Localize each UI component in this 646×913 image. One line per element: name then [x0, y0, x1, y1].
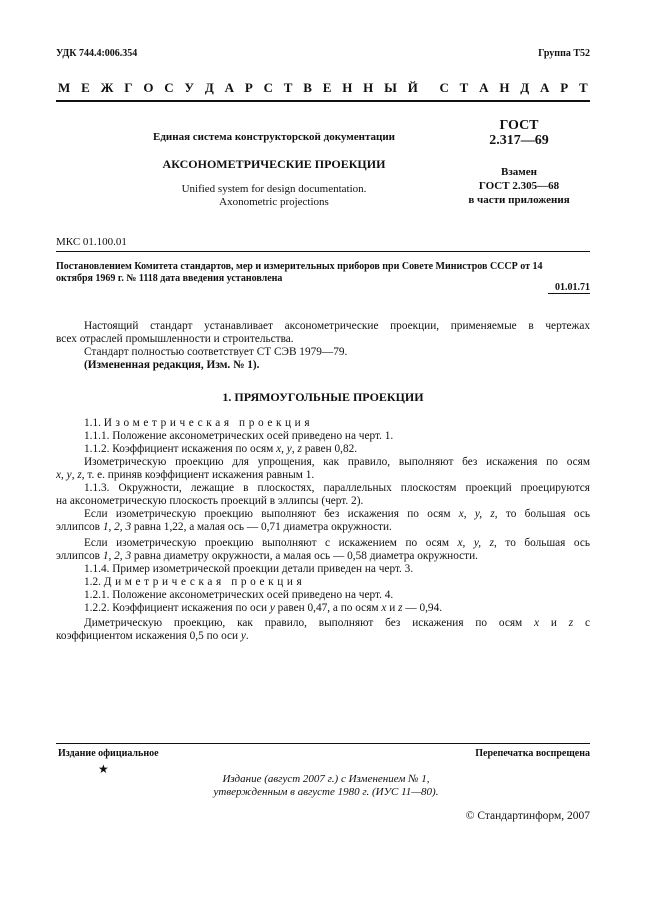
text: — 0,94.: [402, 602, 443, 614]
text: то большая ось: [497, 508, 590, 520]
banner-rule: [56, 100, 590, 102]
intro-p1-line2: всех отраслей промышленности и строительства.: [56, 333, 294, 345]
gost-number: 2.317—69: [489, 133, 549, 148]
banner-letter: Е: [81, 80, 90, 95]
subsection-title: Диметрическая проекция: [103, 576, 306, 588]
gost-label: ГОСТ: [499, 118, 539, 133]
var-z: z: [568, 617, 574, 629]
ellipse-distorted-line2: [56, 550, 478, 563]
var-x: x: [276, 443, 282, 455]
mks-rule: [56, 251, 590, 252]
udk-code: УДК 744.4:006.354: [56, 48, 138, 59]
footer-rule: [56, 743, 590, 744]
var-x: x: [381, 602, 387, 614]
reprint-prohibited: Перепечатка воспрещена: [475, 748, 590, 759]
english-title-line2: Axonometric projections: [219, 196, 329, 208]
subsection-number: 1.2.: [84, 576, 101, 588]
text: .: [245, 630, 249, 642]
date-underline: [548, 293, 590, 294]
decree-line1: Постановлением Комитета стандартов, мер и измерительных приборов при Совете Министров СССР от 14: [56, 261, 543, 272]
edition-line1: Издание (август 2007 г.) с Изменением № 1,: [222, 773, 430, 785]
english-title-line1: Unified system for design documentation.: [181, 183, 367, 195]
clause-1-1-4: 1.1.4. Пример изометрической проекции детали приведен на черт. 3.: [84, 563, 414, 575]
text: 1.2.2. Коэффициент искажения по оси: [84, 602, 270, 614]
banner-letter: В: [303, 80, 312, 95]
banner-letter: Е: [322, 80, 332, 95]
group-code: Группа Т52: [538, 48, 590, 59]
vars: x, y, z,: [458, 508, 498, 520]
banner-letter: Й: [407, 80, 418, 95]
edition-line2: утвержденным в августе 1980 г. (ИУС 11—80).: [213, 786, 439, 798]
clause-1-2-1: 1.2.1. Положение аксонометрических осей приведено на черт. 4.: [84, 589, 394, 601]
subsection-number: 1.1.: [84, 417, 101, 429]
banner-letter: Т: [579, 80, 588, 95]
banner-letter: Н: [499, 80, 510, 95]
intro-p2: Стандарт полностью соответствует СТ СЭВ 1979—79.: [84, 346, 348, 358]
effective-date: 01.01.71: [555, 282, 590, 293]
banner-letter: Д: [520, 80, 530, 95]
var-y: y: [269, 602, 275, 614]
text: равен 0,47, а по осям: [274, 602, 382, 614]
banner-letter: О: [143, 80, 154, 95]
text: и: [386, 602, 399, 614]
banner-letter: С: [263, 80, 273, 95]
banner-letter: Н: [342, 80, 353, 95]
var-y: y: [286, 443, 292, 455]
clause-1-1-2: [84, 443, 357, 456]
intro-p1-line1: Настоящий стандарт устанавливает аксонометрические проекции, применяемые в чертежах: [84, 320, 590, 332]
banner-letter: Р: [560, 80, 569, 95]
text: эллипсов: [56, 521, 103, 533]
sep: ,: [281, 443, 287, 455]
banner-letter: Н: [363, 80, 374, 95]
var-y: y: [240, 630, 246, 642]
ellipse-numbers: 1, 2, 3: [102, 521, 132, 533]
text: коэффициентом искажения 0,5 по оси: [56, 630, 241, 642]
var-z: z: [297, 443, 302, 455]
replaces-label: Взамен: [501, 166, 537, 178]
var-z: z: [77, 469, 82, 481]
ellipse-numbers: 1, 2, 3: [102, 550, 132, 562]
banner-letter: А: [540, 80, 550, 95]
sep: ,: [61, 469, 67, 481]
replaces-gost: ГОСТ 2.305—68: [478, 180, 560, 192]
text: Если изометрическую проекцию выполняют без искажения по осям: [84, 508, 459, 520]
clause-1-2-2: [84, 602, 442, 615]
banner-letter: Т: [459, 80, 469, 95]
subsection-1-1-heading: [84, 417, 313, 430]
banner-letter: Ы: [384, 80, 397, 95]
document-title: АКСОНОМЕТРИЧЕСКИЕ ПРОЕКЦИИ: [162, 157, 386, 171]
var-y: y: [66, 469, 72, 481]
banner-letter: У: [184, 80, 195, 95]
text: равна 1,22, а малая ось — 0,71 диаметра окружности.: [131, 521, 392, 533]
banner-letter: Д: [204, 80, 214, 95]
copyright: © Стандартинформ, 2007: [465, 810, 590, 822]
ellipse-distorted-line1: [84, 537, 590, 550]
clause-1-1-3-line2: на аксонометрическую плоскость проекций в эллипсы (черт. 2).: [56, 495, 364, 507]
section-1-heading: 1. ПРЯМОУГОЛЬНЫЕ ПРОЕКЦИИ: [222, 390, 424, 404]
dimetric-line1: [84, 617, 590, 630]
banner-letter: С: [164, 80, 174, 95]
interstate-standard-banner: [58, 80, 588, 98]
text: равен 0,82.: [301, 443, 358, 455]
iso-simplify-line1: Изометрическую проекцию для упрощения, как правило, выполняют без искажения по осям: [84, 456, 590, 468]
mks-code: МКС 01.100.01: [56, 236, 127, 248]
vars: x, y, z,: [457, 537, 497, 549]
text: равна диаметру окружности, а малая ось — 0,58 диаметра окружности.: [131, 550, 478, 562]
text: и: [539, 617, 569, 629]
banner-letter: Ж: [100, 80, 114, 95]
banner-letter: А: [479, 80, 489, 95]
var-x: x: [534, 617, 540, 629]
clause-1-1-3-line1: 1.1.3. Окружности, лежащие в плоскостях, параллельных плоскостям проекций проецируются: [84, 482, 590, 494]
dimetric-line2: [56, 630, 249, 643]
star-icon: ★: [98, 762, 109, 776]
banner-letter: Г: [124, 80, 133, 95]
subsection-1-2-heading: [84, 576, 305, 589]
text: эллипсов: [56, 550, 103, 562]
banner-letter: А: [224, 80, 234, 95]
banner-letter: С: [439, 80, 449, 95]
sep: ,: [291, 443, 298, 455]
banner-letter: Р: [244, 80, 253, 95]
subsection-title: Изометрическая проекция: [103, 417, 314, 429]
intro-p3: (Измененная редакция, Изм. № 1).: [84, 359, 260, 371]
text: с: [573, 617, 590, 629]
banner-letter: Т: [283, 80, 293, 95]
clause-1-1-1: 1.1.1. Положение аксонометрических осей приведено на черт. 1.: [84, 430, 394, 442]
text: 1.1.2. Коэффициент искажения по осям: [84, 443, 277, 455]
replaces-part: в части приложения: [468, 194, 570, 206]
ellipse-undistorted-line2: [56, 521, 392, 534]
iso-simplify-line2: [56, 469, 314, 482]
system-name: Единая система конструкторской документации: [153, 131, 395, 143]
ellipse-undistorted-line1: [84, 508, 590, 521]
decree-line2: октября 1969 г. № 1118 дата введения установлена: [56, 273, 283, 284]
text: Если изометрическую проекцию выполняют с искажением по осям: [84, 537, 458, 549]
banner-letter: М: [58, 80, 71, 95]
var-x: x: [56, 469, 62, 481]
text: , т. е. приняв коэффициент искажения равным 1.: [81, 469, 315, 481]
var-z: z: [398, 602, 403, 614]
text: то большая ось: [496, 537, 590, 549]
official-edition: Издание официальное: [58, 748, 159, 759]
sep: ,: [71, 469, 78, 481]
text: Диметрическую проекцию, как правило, выполняют без искажения по осям: [84, 617, 535, 629]
